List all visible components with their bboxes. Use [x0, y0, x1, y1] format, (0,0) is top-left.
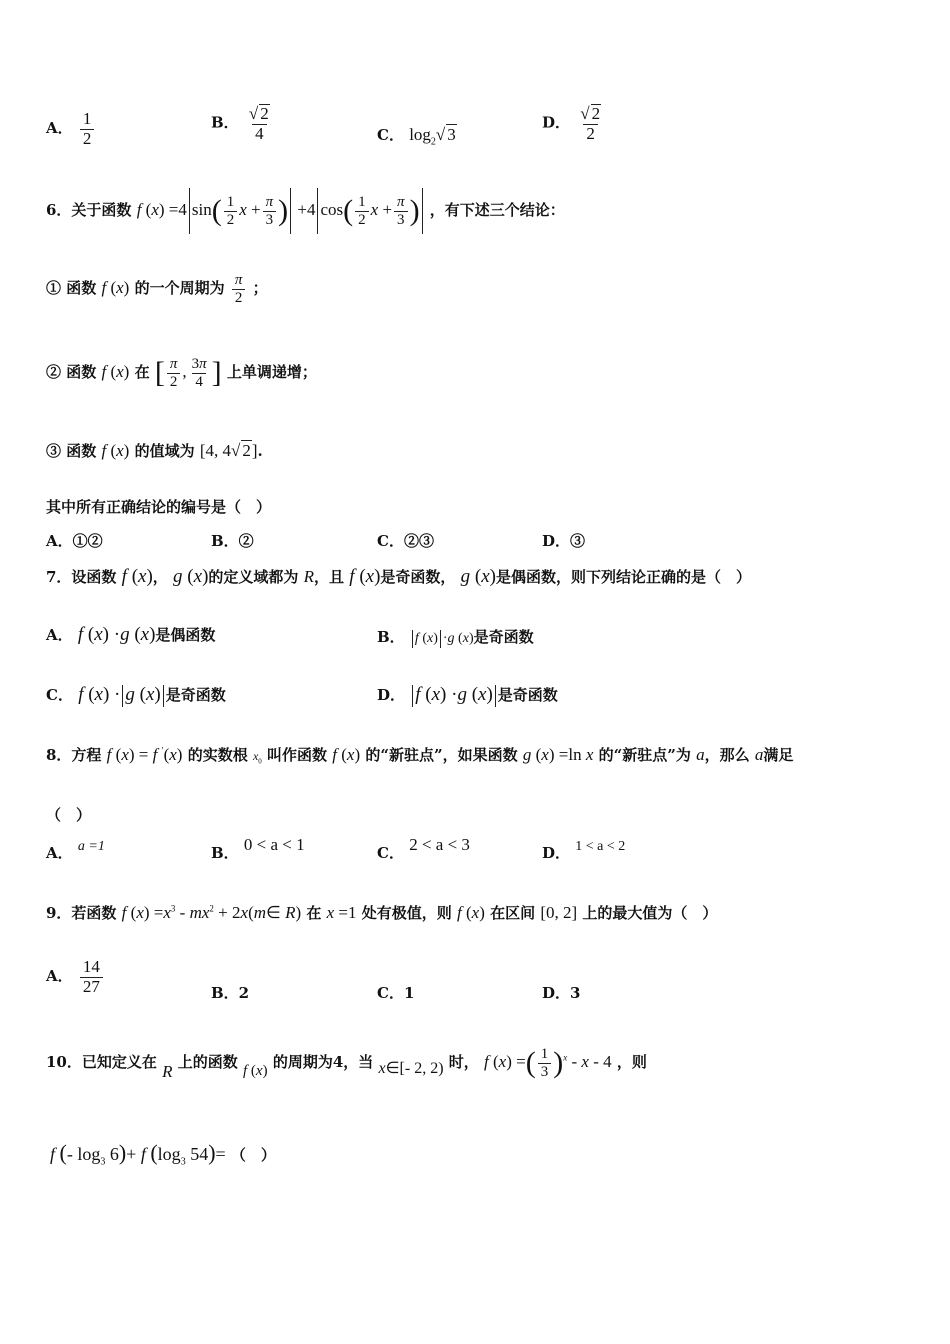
q5-option-a-label: A．	[46, 119, 73, 138]
q10-paren: （ ）	[230, 1146, 276, 1164]
q6-tail: ，有下述三个结论：	[429, 200, 565, 219]
q5-option-b[interactable]	[211, 104, 275, 143]
q8-paren: （ ）	[46, 806, 92, 824]
q6-function-formula: f (x) =4 sin( $\frac{1}{2}$ x + $\frac{\pi}{3}$ ) +4 cos( $\frac{1}{2}$ x + $\frac{\pi}{3}$ )	[137, 200, 425, 219]
q6-s3-range: [4, 4√ 2]	[199, 441, 258, 460]
q6-s2-interval: [ $\frac{\pi}{2}$ , $\frac{3\pi}{4}$ ]	[154, 356, 222, 390]
q9-option-b[interactable]: B．2	[211, 984, 250, 1002]
q5-option-a[interactable]	[46, 110, 96, 148]
q9-option-d[interactable]: D．3	[542, 984, 581, 1002]
q10-stem: 10．已知定义在 R 上的函数 f (x) 的周期为4，当 x∈[- 2, 2) 时， f (x) =( $\frac{1}{3}$ )$^x$ - x - 4 ，则	[46, 1046, 647, 1081]
q6-statement-1: ① 函数 f (x) 的一个周期为 $\frac{\pi}{2}$ ；	[46, 272, 268, 306]
q7-option-d[interactable]: D． f (x) ·g (x) 是奇函数	[377, 684, 558, 705]
q10-expression: f (- $\log_3 6)+ f$ ($\log_3$ 54)= （ ）	[50, 1140, 276, 1168]
q6-option-a[interactable]: A．①②	[46, 532, 103, 550]
q6-stem	[46, 188, 565, 234]
q5-option-c[interactable]	[377, 124, 457, 147]
q5-option-d-label: D．	[542, 113, 571, 132]
q6-statement-3: ③ 函数 f (x) 的值域为 [4, 4√ 2].	[46, 441, 263, 460]
q8-option-d[interactable]: D． 1 < a < 2	[542, 839, 626, 862]
q5-option-c-value: $\log_2√$ 3	[409, 125, 456, 148]
q9-option-a[interactable]: A． $\frac{14}{27}$	[46, 958, 105, 996]
q9-stem: 9．若函数 f $(x) =x^3 - mx^2$ + 2x(m∈ R) 在 x =1 处有极值，则 f (x) 在区间 [0, 2] 上的最大值为（ ）	[46, 903, 718, 922]
q8-option-a[interactable]: A． a =1	[46, 839, 105, 862]
q6-option-d[interactable]: D．③	[542, 532, 586, 550]
q5-option-c-label: C．	[377, 126, 404, 144]
q5-option-b-label: B．	[211, 113, 239, 132]
q8-option-b[interactable]: B． 0 < a < 1	[211, 835, 305, 862]
q7-stem: 7．设函数 f (x)， g (x)的定义域都为 R，且 f (x)是奇函数， g (x)是偶函数，则下列结论正确的是（ ）	[46, 566, 752, 587]
q5-option-b-fraction: $\frac{√ 2}{4}$	[248, 104, 269, 143]
q7-option-b[interactable]: B． f (x) ·g (x)是奇函数	[377, 628, 534, 646]
q8-stem: 8．方程 f (x) = f ′(x) 的实数根 $x_0$ 叫作函数 f (x) 的“新驻点”，如果函数 g (x) =ln x 的“新驻点”为 a，那么 a满足	[46, 745, 794, 766]
q9-option-c[interactable]: C．1	[377, 984, 415, 1002]
q7-option-a[interactable]: A． f (x) ·g (x)是偶函数	[46, 624, 216, 645]
q6-question: 其中所有正确结论的编号是（ ）	[46, 498, 272, 516]
q5-option-d-fraction: $\frac{√ 2}{2}$	[580, 104, 601, 143]
q6-statement-2: ② 函数 f (x) 在 [ $\frac{\pi}{2}$ , $\frac{3\pi}{4}$ ] 上单调递增；	[46, 356, 317, 390]
q5-option-a-fraction: $\frac{1}{2}$	[80, 110, 95, 148]
q8-option-c[interactable]: C． 2 < a < 3	[377, 835, 470, 862]
q6-option-c[interactable]: C．②③	[377, 532, 434, 550]
q7-option-c[interactable]: C． f (x) · g (x) 是奇函数	[46, 684, 226, 705]
q6-s1-period-fraction: $\frac{\pi}{2}$	[232, 272, 246, 306]
q6-lead: 6．关于函数	[46, 200, 132, 219]
q5-option-d[interactable]	[542, 104, 606, 143]
q6-option-b[interactable]: B．②	[211, 532, 254, 550]
q9-option-a-fraction: $\frac{14}{27}$	[80, 958, 103, 996]
